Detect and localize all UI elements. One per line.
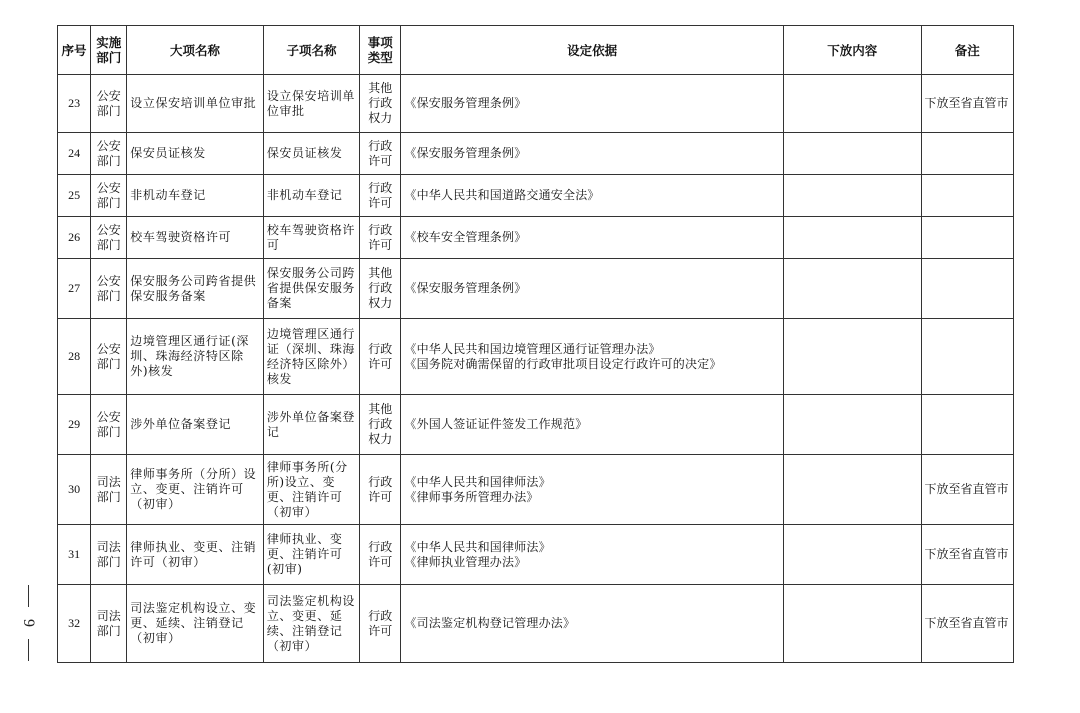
header-sub: 子项名称 <box>263 26 359 75</box>
cell-num: 23 <box>58 75 91 133</box>
table-body <box>58 75 1014 663</box>
cell-sub: 涉外单位备案登记 <box>263 395 359 455</box>
page-number-dash-top <box>28 585 29 607</box>
cell-dept: 公安部门 <box>91 259 127 319</box>
cell-basis <box>401 259 784 319</box>
header-basis: 设定依据 <box>401 26 784 75</box>
table-row <box>58 525 1014 585</box>
cell-major: 律师执业、变更、注销许可（初审） <box>127 525 264 585</box>
basis-line: 《中华人民共和国律师法》 <box>404 539 551 554</box>
cell-content <box>783 75 921 133</box>
cell-content <box>783 525 921 585</box>
table-row <box>58 217 1014 259</box>
cell-type: 行政许可 <box>360 585 401 663</box>
table-row <box>58 395 1014 455</box>
header-dept: 实施部门 <box>91 26 127 75</box>
table-row <box>58 259 1014 319</box>
basis-line: 《中华人民共和国边境管理区通行证管理办法》 <box>404 341 661 356</box>
cell-remark: 下放至省直管市 <box>921 75 1013 133</box>
cell-num: 27 <box>58 259 91 319</box>
basis-line: 《司法鉴定机构登记管理办法》 <box>404 616 576 630</box>
cell-num: 32 <box>58 585 91 663</box>
cell-sub: 保安服务公司跨省提供保安服务备案 <box>263 259 359 319</box>
cell-sub: 司法鉴定机构设立、变更、延续、注销登记（初审） <box>263 585 359 663</box>
table-row <box>58 75 1014 133</box>
cell-content <box>783 217 921 259</box>
cell-basis <box>401 455 784 525</box>
header-type: 事项类型 <box>360 26 401 75</box>
cell-content <box>783 455 921 525</box>
cell-num: 29 <box>58 395 91 455</box>
table-row <box>58 175 1014 217</box>
cell-remark: 下放至省直管市 <box>921 455 1013 525</box>
basis-line: 《校车安全管理条例》 <box>404 230 527 244</box>
page-number-dash-bottom <box>28 639 29 661</box>
cell-content <box>783 175 921 217</box>
cell-remark: 下放至省直管市 <box>921 585 1013 663</box>
cell-content <box>783 133 921 175</box>
cell-dept: 公安部门 <box>91 175 127 217</box>
basis-line: 《国务院对确需保留的行政审批项目设定行政许可的决定》 <box>404 356 722 371</box>
cell-major: 校车驾驶资格许可 <box>127 217 264 259</box>
cell-remark: 下放至省直管市 <box>921 525 1013 585</box>
cell-sub: 非机动车登记 <box>263 175 359 217</box>
basis-line: 《保安服务管理条例》 <box>404 96 527 110</box>
cell-content <box>783 259 921 319</box>
cell-basis <box>401 217 784 259</box>
cell-basis <box>401 75 784 133</box>
cell-basis <box>401 175 784 217</box>
cell-type: 行政许可 <box>360 133 401 175</box>
basis-line: 《外国人签证证件签发工作规范》 <box>404 417 588 431</box>
cell-basis <box>401 585 784 663</box>
cell-remark <box>921 217 1013 259</box>
cell-num: 30 <box>58 455 91 525</box>
basis-line: 《中华人民共和国道路交通安全法》 <box>404 188 600 202</box>
cell-sub: 保安员证核发 <box>263 133 359 175</box>
cell-sub: 边境管理区通行证（深圳、珠海经济特区除外）核发 <box>263 319 359 395</box>
table-header-row <box>58 26 1014 75</box>
cell-remark <box>921 395 1013 455</box>
cell-type: 行政许可 <box>360 217 401 259</box>
cell-major: 律师事务所（分所）设立、变更、注销许可（初审） <box>127 455 264 525</box>
cell-sub: 设立保安培训单位审批 <box>263 75 359 133</box>
basis-line: 《中华人民共和国律师法》 <box>404 474 551 489</box>
approval-items-table <box>57 25 1014 663</box>
page-number-digit: 9 <box>20 619 37 627</box>
basis-line: 《律师执业管理办法》 <box>404 554 527 569</box>
cell-dept: 司法部门 <box>91 455 127 525</box>
header-remark: 备注 <box>921 26 1013 75</box>
cell-sub: 校车驾驶资格许可 <box>263 217 359 259</box>
cell-major: 司法鉴定机构设立、变更、延续、注销登记（初审） <box>127 585 264 663</box>
cell-content <box>783 319 921 395</box>
cell-dept: 公安部门 <box>91 75 127 133</box>
cell-type: 行政许可 <box>360 455 401 525</box>
table-row <box>58 455 1014 525</box>
cell-type: 行政许可 <box>360 525 401 585</box>
cell-sub: 律师事务所(分所)设立、变更、注销许可（初审） <box>263 455 359 525</box>
cell-type: 其他行政权力 <box>360 259 401 319</box>
cell-remark <box>921 175 1013 217</box>
cell-major: 边境管理区通行证(深圳、珠海经济特区除外)核发 <box>127 319 264 395</box>
basis-line: 《保安服务管理条例》 <box>404 281 527 295</box>
cell-type: 行政许可 <box>360 319 401 395</box>
cell-basis <box>401 319 784 395</box>
cell-num: 26 <box>58 217 91 259</box>
cell-dept: 公安部门 <box>91 217 127 259</box>
table-row <box>58 319 1014 395</box>
page-number <box>18 585 38 661</box>
cell-basis <box>401 525 784 585</box>
table-row <box>58 585 1014 663</box>
cell-content <box>783 585 921 663</box>
cell-num: 28 <box>58 319 91 395</box>
cell-type: 其他行政权力 <box>360 395 401 455</box>
cell-dept: 公安部门 <box>91 395 127 455</box>
cell-num: 31 <box>58 525 91 585</box>
cell-dept: 公安部门 <box>91 133 127 175</box>
cell-type: 行政许可 <box>360 175 401 217</box>
cell-remark <box>921 133 1013 175</box>
cell-major: 涉外单位备案登记 <box>127 395 264 455</box>
table-row <box>58 133 1014 175</box>
cell-num: 24 <box>58 133 91 175</box>
cell-dept: 公安部门 <box>91 319 127 395</box>
cell-major: 保安服务公司跨省提供保安服务备案 <box>127 259 264 319</box>
cell-num: 25 <box>58 175 91 217</box>
cell-type: 其他行政权力 <box>360 75 401 133</box>
cell-remark <box>921 319 1013 395</box>
cell-major: 保安员证核发 <box>127 133 264 175</box>
header-major: 大项名称 <box>127 26 264 75</box>
cell-major: 非机动车登记 <box>127 175 264 217</box>
cell-basis <box>401 395 784 455</box>
cell-remark <box>921 259 1013 319</box>
cell-sub: 律师执业、变更、注销许可(初审) <box>263 525 359 585</box>
header-content: 下放内容 <box>783 26 921 75</box>
cell-dept: 司法部门 <box>91 525 127 585</box>
cell-content <box>783 395 921 455</box>
cell-major: 设立保安培训单位审批 <box>127 75 264 133</box>
basis-line: 《律师事务所管理办法》 <box>404 489 539 504</box>
cell-basis <box>401 133 784 175</box>
basis-line: 《保安服务管理条例》 <box>404 146 527 160</box>
cell-dept: 司法部门 <box>91 585 127 663</box>
header-num: 序号 <box>58 26 91 75</box>
